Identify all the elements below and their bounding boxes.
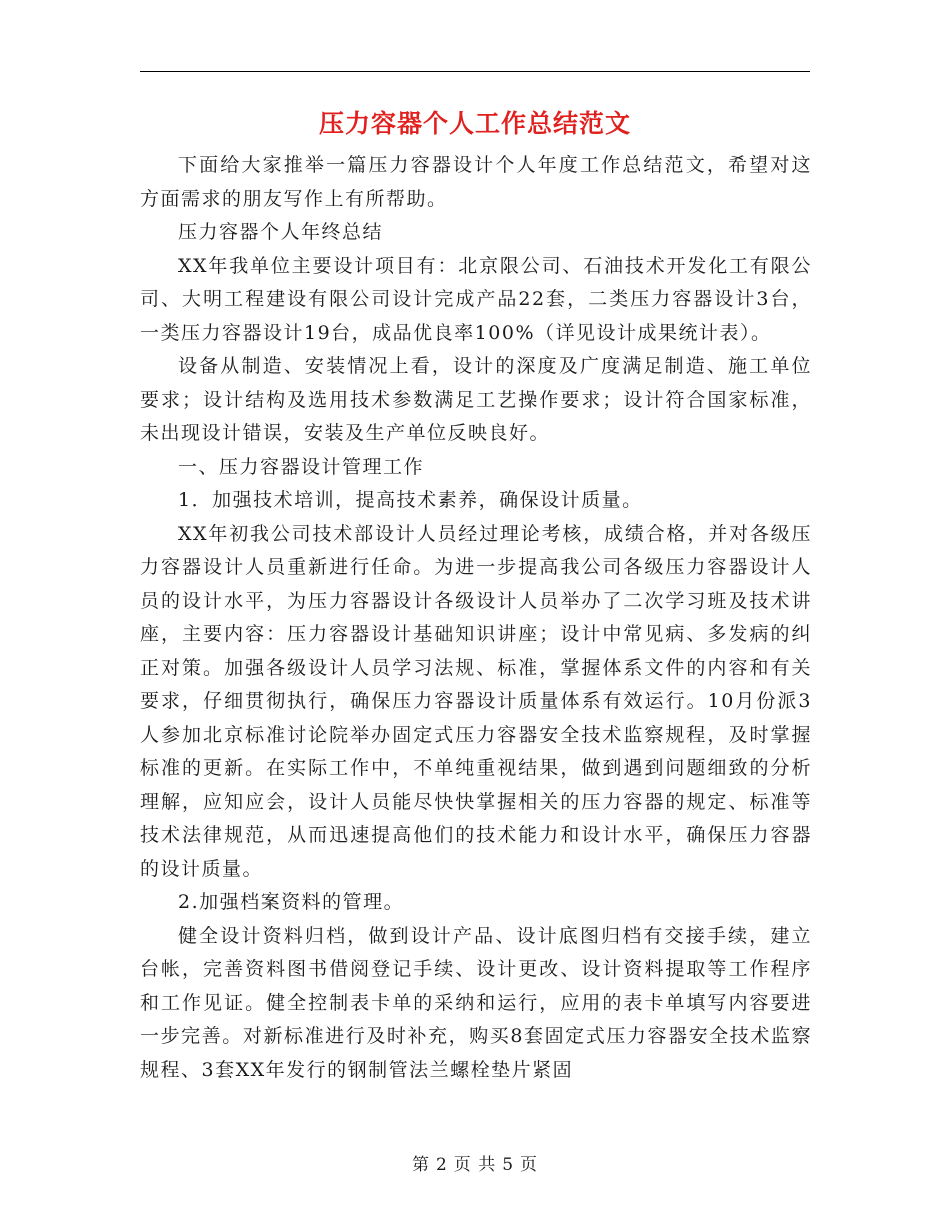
footer-current-page: 2 <box>435 1155 448 1175</box>
footer-prefix: 第 <box>411 1155 430 1175</box>
document-body <box>140 149 812 1087</box>
footer-mid: 页 共 <box>453 1155 497 1175</box>
document-title: 压力容器个人工作总结范文 <box>318 109 631 138</box>
footer-total-pages: 5 <box>502 1155 515 1175</box>
subheading-training: 1．加强技术培训，提高技术素养，确保设计质量。 <box>178 489 643 511</box>
paragraph-training: XX年初我公司技术部设计人员经过理论考核，成绩合格，并对各级压力容器设计人员重新进行任命。为进一步提高我公司各级压力容器设计人员的设计水平，为压力容器设计各级设计人员举办了二次学习班及技术讲座，主要内容：压力容器设计基础知识讲座；设计中常见病、多发病的纠正对策。加强各级设计人员学习法规、标准，掌握体系文件的内容和有关要求，仔细贯彻执行，确保压力容器设计质量体系有效运行。10月份派3人参加北京标准讨论院举办固定式压力容器安全技术监察规程，及时掌握标准的更新。在实际工作中，不单纯重视结果，做到遇到问题细致的分析理解，应知应会，设计人员能尽快快掌握相关的压力容器的规定、标准等技术法律规范，从而迅速提高他们的技术能力和设计水平，确保压力容器的设计质量。 <box>140 522 812 880</box>
section-heading-management: 一、压力容器设计管理工作 <box>178 455 425 478</box>
footer-suffix: 页 <box>520 1155 539 1175</box>
header-rule <box>140 71 810 72</box>
paragraph-installation: 设备从制造、安装情况上看，设计的深度及广度满足制造、施工单位要求；设计结构及选用技术参数满足工艺操作要求；设计符合国家标准，未出现设计错误，安装及生产单位反映良好。 <box>140 355 812 444</box>
paragraph-subtitle: 压力容器个人年终总结 <box>178 221 384 243</box>
paragraph-intro: 下面给大家推举一篇压力容器设计个人年度工作总结范文，希望对这方面需求的朋友写作上有所帮助。 <box>140 154 812 210</box>
paragraph-archives: 健全设计资料归档，做到设计产品、设计底图归档有交接手续，建立台帐，完善资料图书借阅登记手续、设计更改、设计资料提取等工作程序和工作见证。健全控制表卡单的采纳和运行，应用的表卡单填写内容要进一步完善。对新标准进行及时补充，购买8套固定式压力容器安全技术监察规程、3套XX年发行的钢制管法兰螺栓垫片紧固 <box>140 924 812 1081</box>
page-footer <box>0 1153 950 1177</box>
paragraph-projects: XX年我单位主要设计项目有：北京限公司、石油技术开发化工有限公司、大明工程建设有限公司设计完成产品22套，二类压力容器设计3台，一类压力容器设计19台，成品优良率100%（详见设计成果统计表）。 <box>140 254 812 344</box>
subheading-archives: 2.加强档案资料的管理。 <box>178 891 405 913</box>
